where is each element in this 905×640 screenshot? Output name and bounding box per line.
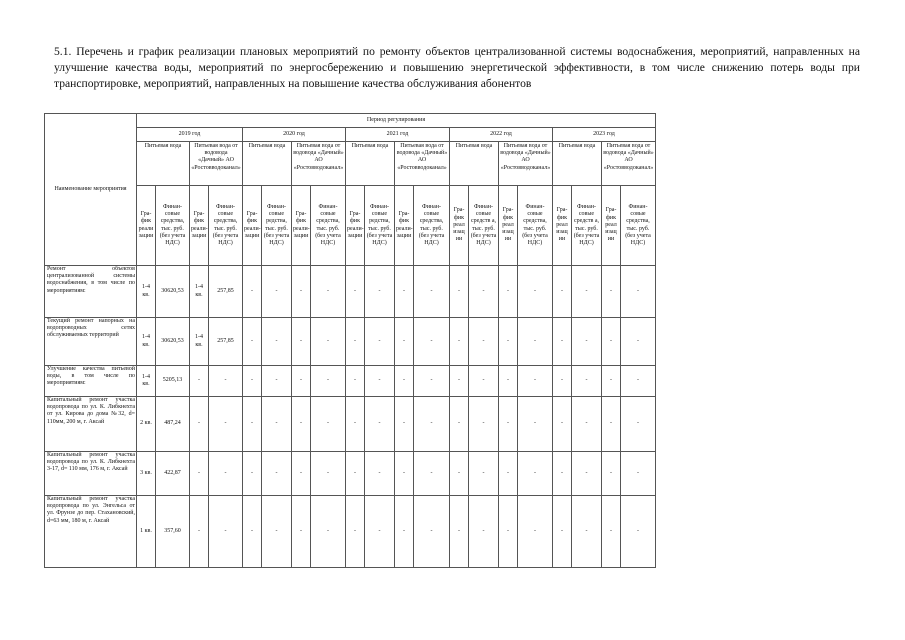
empty-value-cell: - bbox=[292, 496, 311, 568]
table-row bbox=[45, 366, 656, 397]
column-header: Финан- совые средства, тыс. руб. (без учета НДС) bbox=[518, 186, 553, 266]
empty-value-cell: - bbox=[209, 496, 243, 568]
empty-value-cell: - bbox=[553, 452, 572, 496]
empty-value-cell: - bbox=[292, 266, 311, 318]
value-cell: 1-4 кв. bbox=[137, 266, 156, 318]
value-cell: 5205,13 bbox=[156, 366, 190, 397]
empty-value-cell: - bbox=[414, 496, 450, 568]
value-cell: 357,60 bbox=[156, 496, 190, 568]
year-header: 2022 год bbox=[450, 128, 553, 142]
measure-name-cell: Ремонт объектов централизованной системы водоснабжения, в том числе по мероприятиям: bbox=[45, 266, 137, 318]
empty-value-cell: - bbox=[553, 318, 572, 366]
empty-value-cell: - bbox=[311, 452, 346, 496]
column-header: Гра- фик реали- зации bbox=[190, 186, 209, 266]
measure-name-cell: Капитальный ремонт участка водопровода по ул. К. Либкнехта от ул. Кирова до дома №32, d= 110мм, 200 м, г. Аксай bbox=[45, 397, 137, 452]
group-header: Питьевая вода от водовода «Дачный» АО «Ростовводоканал» bbox=[292, 142, 346, 186]
empty-value-cell: - bbox=[602, 397, 621, 452]
measure-name-cell: Текущий ремонт напорных на водопроводных сетях обслуживаемых территорий bbox=[45, 318, 137, 366]
empty-value-cell: - bbox=[414, 318, 450, 366]
empty-value-cell: - bbox=[450, 397, 469, 452]
empty-value-cell: - bbox=[450, 318, 469, 366]
empty-value-cell: - bbox=[190, 366, 209, 397]
empty-value-cell: - bbox=[395, 318, 414, 366]
empty-value-cell: - bbox=[311, 397, 346, 452]
empty-value-cell: - bbox=[602, 366, 621, 397]
value-cell: 3 кв. bbox=[137, 452, 156, 496]
value-cell: 1-4 кв. bbox=[190, 318, 209, 366]
empty-value-cell: - bbox=[450, 452, 469, 496]
empty-value-cell: - bbox=[518, 318, 553, 366]
column-header: Финан- совые средства, тыс. руб. (без учета НДС) bbox=[621, 186, 656, 266]
column-header: Гра- фик реали- зации bbox=[292, 186, 311, 266]
group-header: Питьевая вода от водовода «Дачный» АО «Ростовводоканал» bbox=[499, 142, 553, 186]
empty-value-cell: - bbox=[292, 452, 311, 496]
empty-value-cell: - bbox=[262, 266, 292, 318]
empty-value-cell: - bbox=[602, 318, 621, 366]
empty-value-cell: - bbox=[553, 366, 572, 397]
empty-value-cell: - bbox=[243, 266, 262, 318]
column-header: Финан- совые редства, тыс. руб. (без учета НДС) bbox=[365, 186, 395, 266]
year-header: 2020 год bbox=[243, 128, 346, 142]
table-row bbox=[45, 496, 656, 568]
empty-value-cell: - bbox=[311, 266, 346, 318]
empty-value-cell: - bbox=[572, 397, 602, 452]
empty-value-cell: - bbox=[450, 496, 469, 568]
empty-value-cell: - bbox=[209, 397, 243, 452]
group-header: Питьевая вода от водовода «Дачный» АО «Ростовводоканал» bbox=[602, 142, 656, 186]
empty-value-cell: - bbox=[414, 366, 450, 397]
group-header: Питьевая вода bbox=[553, 142, 602, 186]
year-header: 2019 год bbox=[137, 128, 243, 142]
empty-value-cell: - bbox=[365, 496, 395, 568]
empty-value-cell: - bbox=[292, 318, 311, 366]
group-header: Питьевая вода bbox=[137, 142, 190, 186]
value-cell: 1-4 кв. bbox=[137, 318, 156, 366]
empty-value-cell: - bbox=[395, 266, 414, 318]
empty-value-cell: - bbox=[262, 397, 292, 452]
year-header: 2023 год bbox=[553, 128, 656, 142]
empty-value-cell: - bbox=[243, 397, 262, 452]
empty-value-cell: - bbox=[243, 496, 262, 568]
column-header: Гра- фик реал изац ии bbox=[450, 186, 469, 266]
column-header: Гра- фик реали- зации bbox=[243, 186, 262, 266]
empty-value-cell: - bbox=[621, 266, 656, 318]
empty-value-cell: - bbox=[572, 452, 602, 496]
empty-value-cell: - bbox=[311, 496, 346, 568]
empty-value-cell: - bbox=[365, 452, 395, 496]
period-header: Период регулирования bbox=[137, 114, 656, 128]
empty-value-cell: - bbox=[262, 496, 292, 568]
column-header: Финан- совые редства, тыс. руб. (без учета НДС) bbox=[262, 186, 292, 266]
value-cell: 422,87 bbox=[156, 452, 190, 496]
empty-value-cell: - bbox=[395, 496, 414, 568]
empty-value-cell: - bbox=[553, 266, 572, 318]
empty-value-cell: - bbox=[621, 318, 656, 366]
empty-value-cell: - bbox=[572, 496, 602, 568]
measure-name-cell: Капитальный ремонт участка водопровода по ул. К. Либкнехта 3-17, d= 110 мм, 176 м, г. Аксай bbox=[45, 452, 137, 496]
column-header: Финан- совые средства, тыс. руб. (без учета НДС) bbox=[156, 186, 190, 266]
table-row bbox=[45, 266, 656, 318]
value-cell: 30620,53 bbox=[156, 266, 190, 318]
empty-value-cell: - bbox=[243, 366, 262, 397]
empty-value-cell: - bbox=[469, 266, 499, 318]
column-header: Гра- фик реали- зации bbox=[395, 186, 414, 266]
table-row bbox=[45, 452, 656, 496]
empty-value-cell: - bbox=[365, 397, 395, 452]
empty-value-cell: - bbox=[262, 452, 292, 496]
empty-value-cell: - bbox=[346, 397, 365, 452]
empty-value-cell: - bbox=[311, 318, 346, 366]
empty-value-cell: - bbox=[499, 366, 518, 397]
measure-name-cell: Улучшение качества питьевой воды, в том числе по мероприятиям: bbox=[45, 366, 137, 397]
column-header: Финан- совые средств а, тыс. руб. (без учета НДС) bbox=[469, 186, 499, 266]
value-cell: 257,85 bbox=[209, 318, 243, 366]
empty-value-cell: - bbox=[209, 452, 243, 496]
value-cell: 487,24 bbox=[156, 397, 190, 452]
empty-value-cell: - bbox=[553, 397, 572, 452]
value-cell: 1-4 кв. bbox=[190, 266, 209, 318]
name-header: Наименование мероприятия bbox=[45, 114, 137, 266]
empty-value-cell: - bbox=[572, 366, 602, 397]
empty-value-cell: - bbox=[243, 318, 262, 366]
empty-value-cell: - bbox=[518, 496, 553, 568]
empty-value-cell: - bbox=[621, 366, 656, 397]
empty-value-cell: - bbox=[414, 266, 450, 318]
header-row-columns bbox=[45, 186, 656, 266]
empty-value-cell: - bbox=[190, 397, 209, 452]
empty-value-cell: - bbox=[190, 452, 209, 496]
empty-value-cell: - bbox=[365, 366, 395, 397]
value-cell: 30620,53 bbox=[156, 318, 190, 366]
empty-value-cell: - bbox=[395, 397, 414, 452]
column-header: Гра- фик реал изац ии bbox=[499, 186, 518, 266]
empty-value-cell: - bbox=[621, 496, 656, 568]
empty-value-cell: - bbox=[395, 366, 414, 397]
column-header: Финан- совые средства, тыс. руб. (без учета НДС) bbox=[414, 186, 450, 266]
column-header: Гра- фик реали зации bbox=[137, 186, 156, 266]
empty-value-cell: - bbox=[262, 366, 292, 397]
empty-value-cell: - bbox=[621, 397, 656, 452]
column-header: Финан- совые средства, тыс. руб. (без учета НДС) bbox=[311, 186, 346, 266]
measure-name-cell: Капитальный ремонт участка водопровода по ул. Энгельса от ул. Фрунзе до пер. Стахановский, d=63 мм, 180 м, г. Аксай bbox=[45, 496, 137, 568]
table-row bbox=[45, 318, 656, 366]
empty-value-cell: - bbox=[621, 452, 656, 496]
empty-value-cell: - bbox=[499, 397, 518, 452]
value-cell: 1 кв. bbox=[137, 496, 156, 568]
empty-value-cell: - bbox=[499, 318, 518, 366]
empty-value-cell: - bbox=[292, 397, 311, 452]
group-header: Питьевая вода от водовода «Дачный» АО «Ростовводоканал» bbox=[395, 142, 450, 186]
empty-value-cell: - bbox=[262, 318, 292, 366]
column-header: Гра- фик реали- зации bbox=[346, 186, 365, 266]
value-cell: 1-4 кв. bbox=[137, 366, 156, 397]
empty-value-cell: - bbox=[469, 496, 499, 568]
empty-value-cell: - bbox=[395, 452, 414, 496]
value-cell: 257,85 bbox=[209, 266, 243, 318]
document-heading: 5.1. Перечень и график реализации плановых мероприятий по ремонту объектов централизованной системы водоснабжения, мероприятий, направленных на улучшение качества воды, мероприятий по энергосбережению и повышению энергетической эффективности, в том числе снижению потерь воды при транспортировке, мероприятий, направленных на повышение качества обслуживания абонентов bbox=[54, 45, 860, 90]
empty-value-cell: - bbox=[346, 318, 365, 366]
empty-value-cell: - bbox=[365, 266, 395, 318]
empty-value-cell: - bbox=[311, 366, 346, 397]
empty-value-cell: - bbox=[469, 397, 499, 452]
empty-value-cell: - bbox=[469, 318, 499, 366]
empty-value-cell: - bbox=[365, 318, 395, 366]
column-header: Гра- фик реал изац ии bbox=[602, 186, 621, 266]
plan-table bbox=[44, 113, 656, 568]
empty-value-cell: - bbox=[602, 496, 621, 568]
empty-value-cell: - bbox=[518, 397, 553, 452]
empty-value-cell: - bbox=[518, 452, 553, 496]
header-row-years bbox=[45, 128, 656, 142]
empty-value-cell: - bbox=[499, 266, 518, 318]
group-header: Питьевая вода bbox=[243, 142, 292, 186]
empty-value-cell: - bbox=[346, 366, 365, 397]
column-header: Гра- фик реал изац ии bbox=[553, 186, 572, 266]
empty-value-cell: - bbox=[292, 366, 311, 397]
empty-value-cell: - bbox=[602, 452, 621, 496]
group-header: Питьевая вода bbox=[346, 142, 395, 186]
empty-value-cell: - bbox=[518, 366, 553, 397]
empty-value-cell: - bbox=[553, 496, 572, 568]
column-header: Финан- совые средства, тыс. руб. (без учета НДС) bbox=[209, 186, 243, 266]
empty-value-cell: - bbox=[469, 452, 499, 496]
empty-value-cell: - bbox=[499, 496, 518, 568]
empty-value-cell: - bbox=[346, 266, 365, 318]
group-header: Питьевая вода bbox=[450, 142, 499, 186]
header-row-groups bbox=[45, 142, 656, 186]
empty-value-cell: - bbox=[450, 266, 469, 318]
empty-value-cell: - bbox=[499, 452, 518, 496]
year-header: 2021 год bbox=[346, 128, 450, 142]
table-row bbox=[45, 397, 656, 452]
header-row-period bbox=[45, 114, 656, 128]
empty-value-cell: - bbox=[518, 266, 553, 318]
empty-value-cell: - bbox=[346, 496, 365, 568]
empty-value-cell: - bbox=[602, 266, 621, 318]
empty-value-cell: - bbox=[414, 452, 450, 496]
empty-value-cell: - bbox=[190, 496, 209, 568]
empty-value-cell: - bbox=[346, 452, 365, 496]
value-cell: 2 кв. bbox=[137, 397, 156, 452]
empty-value-cell: - bbox=[469, 366, 499, 397]
empty-value-cell: - bbox=[209, 366, 243, 397]
empty-value-cell: - bbox=[450, 366, 469, 397]
empty-value-cell: - bbox=[243, 452, 262, 496]
column-header: Финан- совые средств а, тыс. руб. (без учета НДС) bbox=[572, 186, 602, 266]
empty-value-cell: - bbox=[572, 318, 602, 366]
empty-value-cell: - bbox=[414, 397, 450, 452]
empty-value-cell: - bbox=[572, 266, 602, 318]
group-header: Питьевая вода от водовода «Дачный» АО «Ростовводоканал» bbox=[190, 142, 243, 186]
